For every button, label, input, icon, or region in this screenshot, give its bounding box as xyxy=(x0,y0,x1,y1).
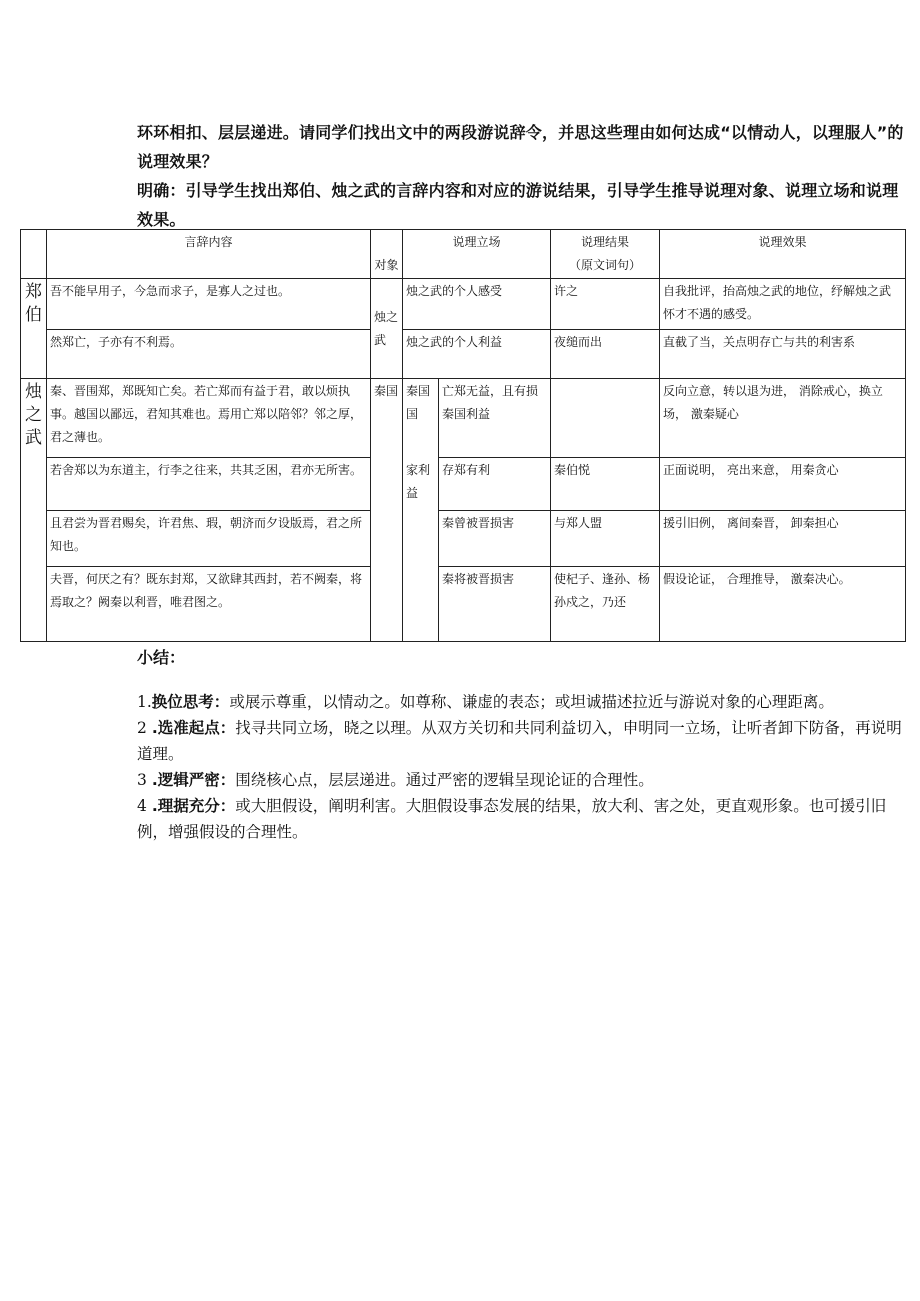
result-cell: 许之 xyxy=(551,279,660,330)
result-cell xyxy=(551,379,660,458)
header-content: 言辞内容 xyxy=(47,230,371,279)
stance-cell: 亡郑无益，且有损秦国利益 xyxy=(439,379,551,458)
stance-cell: 秦曾被晋损害 xyxy=(439,511,551,567)
content-cell: 若舍郑以为东道主，行李之往来，共其乏困，君亦无所害。 xyxy=(47,458,371,511)
target-zhuzhiwu: 烛之武 xyxy=(371,279,403,379)
table-row xyxy=(21,567,906,642)
speaker-zhuzhiwu: 烛之武 xyxy=(21,379,47,642)
speaker-zhengbo: 郑伯 xyxy=(21,279,47,379)
table-row xyxy=(21,458,906,511)
stance-group-bottom: 家利益 xyxy=(403,458,439,642)
summary-item-number: 2 xyxy=(137,719,147,737)
effect-cell: 反向立意，转以退为进， 消除戒心，换立场， 激秦疑心 xyxy=(660,379,906,458)
summary-item xyxy=(137,793,907,845)
header-target: 对象 xyxy=(371,230,403,279)
table-row xyxy=(21,379,906,458)
summary-item-key: 换位思考： xyxy=(151,693,230,711)
result-cell: 与郑人盟 xyxy=(551,511,660,567)
target-qin: 秦国 xyxy=(371,379,403,642)
summary-item-key: .理据充分： xyxy=(151,797,236,815)
table-row xyxy=(21,330,906,379)
content-cell: 吾不能早用子，今急而求子，是寡人之过也。 xyxy=(47,279,371,330)
stance-cell: 存郑有利 xyxy=(439,458,551,511)
result-cell: 使杞子、逢孙、杨孙戍之，乃还 xyxy=(551,567,660,642)
stance-cell: 烛之武的个人感受 xyxy=(403,279,551,330)
summary-item-number: 3 xyxy=(137,771,147,789)
summary-item-text: 或展示尊重，以情动之。如尊称、谦虚的表态；或坦诚描述拉近与游说对象的心理距离。 xyxy=(229,693,834,711)
header-stance: 说理立场 xyxy=(403,230,551,279)
summary-item xyxy=(137,715,907,767)
summary-item-number: 1. xyxy=(137,693,152,711)
intro-section xyxy=(137,118,907,234)
summary-item-text: 或大胆假设，阐明利害。大胆假设事态发展的结果，放大利、害之处，更直观形象。也可援引旧例，增强假设的合理性。 xyxy=(137,797,887,841)
effect-cell: 正面说明， 亮出来意， 用秦贪心 xyxy=(660,458,906,511)
summary-item-text: 找寻共同立场，晓之以理。从双方关切和共同利益切入，申明同一立场，让听者卸下防备，再说明道理。 xyxy=(137,719,902,763)
header-result-label: 说理结果 xyxy=(581,235,630,249)
effect-cell: 假设论证， 合理推导， 激秦决心。 xyxy=(660,567,906,642)
summary-section xyxy=(137,645,907,845)
summary-item-key: .逻辑严密： xyxy=(151,771,236,789)
persuasion-table xyxy=(20,229,906,642)
summary-title: 小结： xyxy=(137,648,186,667)
summary-item-number: 4 xyxy=(137,797,147,815)
summary-item xyxy=(137,689,907,715)
result-cell: 夜缒而出 xyxy=(551,330,660,379)
intro-question: 环环相扣、层层递进。请同学们找出文中的两段游说辞令，并思这些理由如何达成“以情动人，以理服人”的说理效果？ xyxy=(137,123,904,171)
stance-cell: 烛之武的个人利益 xyxy=(403,330,551,379)
summary-item-text: 围绕核心点，层层递进。通过严密的逻辑呈现论证的合理性。 xyxy=(235,771,654,789)
effect-cell: 援引旧例， 离间秦晋， 卸秦担心 xyxy=(660,511,906,567)
table-header-row xyxy=(21,230,906,279)
table-row xyxy=(21,279,906,330)
effect-cell: 自我批评，抬高烛之武的地位，纾解烛之武怀才不遇的感受。 xyxy=(660,279,906,330)
effect-cell: 直截了当，关点明存亡与共的利害系 xyxy=(660,330,906,379)
header-result-sub: （原文词句） xyxy=(569,258,642,272)
content-cell: 秦、晋围郑，郑既知亡矣。若亡郑而有益于君，敢以烦执事。越国以鄙远，君知其难也。焉用亡郑以陪邻？邻之厚，君之薄也。 xyxy=(47,379,371,458)
header-effect: 说理效果 xyxy=(660,230,906,279)
table-row xyxy=(21,511,906,567)
content-cell: 且君尝为晋君赐矣，许君焦、瑕，朝济而夕设版焉，君之所知也。 xyxy=(47,511,371,567)
content-cell: 然郑亡，子亦有不利焉。 xyxy=(47,330,371,379)
header-blank-cell xyxy=(21,230,47,279)
stance-group-top: 秦国国 xyxy=(403,379,439,458)
summary-item xyxy=(137,767,907,793)
summary-item-key: .选准起点： xyxy=(151,719,236,737)
header-result xyxy=(551,230,660,279)
content-cell: 夫晋，何厌之有？既东封郑，又欲肆其西封，若不阙秦，将焉取之？阙秦以利晋，唯君图之。 xyxy=(47,567,371,642)
intro-answer: 明确：引导学生找出郑伯、烛之武的言辞内容和对应的游说结果，引导学生推导说理对象、说理立场和说理效果。 xyxy=(137,181,899,229)
stance-cell: 秦将被晋损害 xyxy=(439,567,551,642)
result-cell: 秦伯悦 xyxy=(551,458,660,511)
